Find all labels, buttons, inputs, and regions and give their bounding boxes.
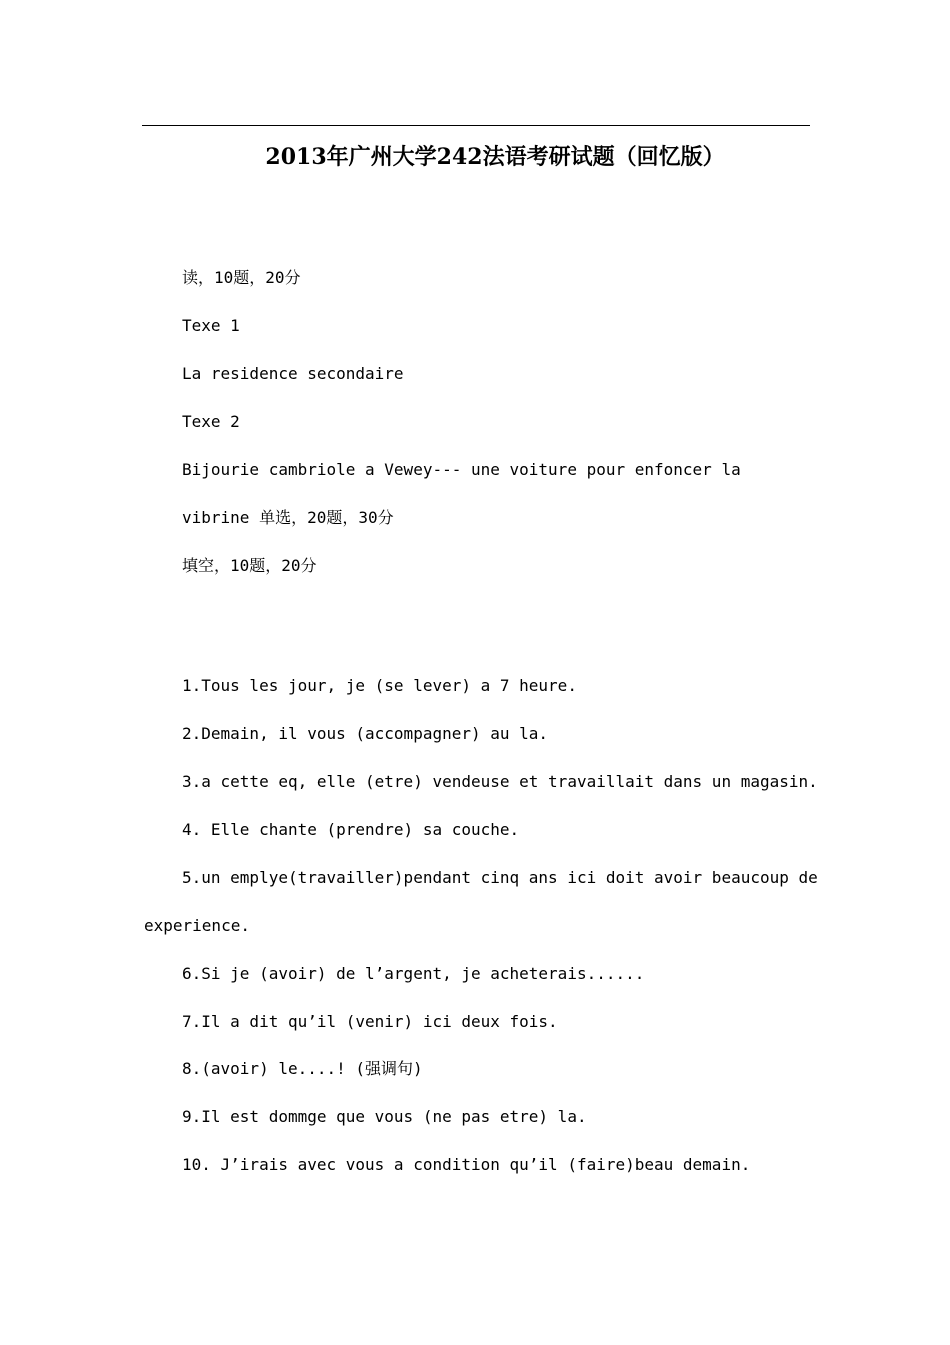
question-10: 10. J’irais avec vous a condition qu’il (faire)beau demain. xyxy=(182,1155,751,1174)
question-5: 5.un emplye(travailler)pendant cinq ans ici doit avoir beaucoup de xyxy=(182,868,818,887)
question-5-continued: experience. xyxy=(144,916,250,935)
question-6: 6.Si je (avoir) de l’argent, je acheterais...... xyxy=(182,964,645,983)
question-2: 2.Demain, il vous (accompagner) au la. xyxy=(182,724,549,743)
question-9: 9.Il est dommge que vous (ne pas etre) la. xyxy=(182,1107,587,1126)
question-3: 3.a cette eq, elle (etre) vendeuse et travaillait dans un magasin. xyxy=(182,772,818,791)
header-rule xyxy=(142,125,810,126)
document-title: 2013年广州大学242法语考研试题（回忆版） xyxy=(265,144,725,170)
text-1-label: Texe 1 xyxy=(182,316,240,335)
text-2-title-continued: vibrine 单选，20题，30分 xyxy=(182,508,394,527)
section-reading: 读，10题，20分 xyxy=(182,268,301,287)
question-1: 1.Tous les jour, je (se lever) a 7 heure. xyxy=(182,676,577,695)
section-fill-blank: 填空，10题，20分 xyxy=(182,556,317,575)
text-2-title: Bijourie cambriole a Vewey--- une voiture pour enfoncer la xyxy=(182,460,741,479)
question-8: 8.(avoir) le....! (强调句) xyxy=(182,1059,423,1078)
question-4: 4. Elle chante (prendre) sa couche. xyxy=(182,820,520,839)
text-2-label: Texe 2 xyxy=(182,412,240,431)
question-7: 7.Il a dit qu’il (venir) ici deux fois. xyxy=(182,1012,558,1031)
text-1-title: La residence secondaire xyxy=(182,364,404,383)
